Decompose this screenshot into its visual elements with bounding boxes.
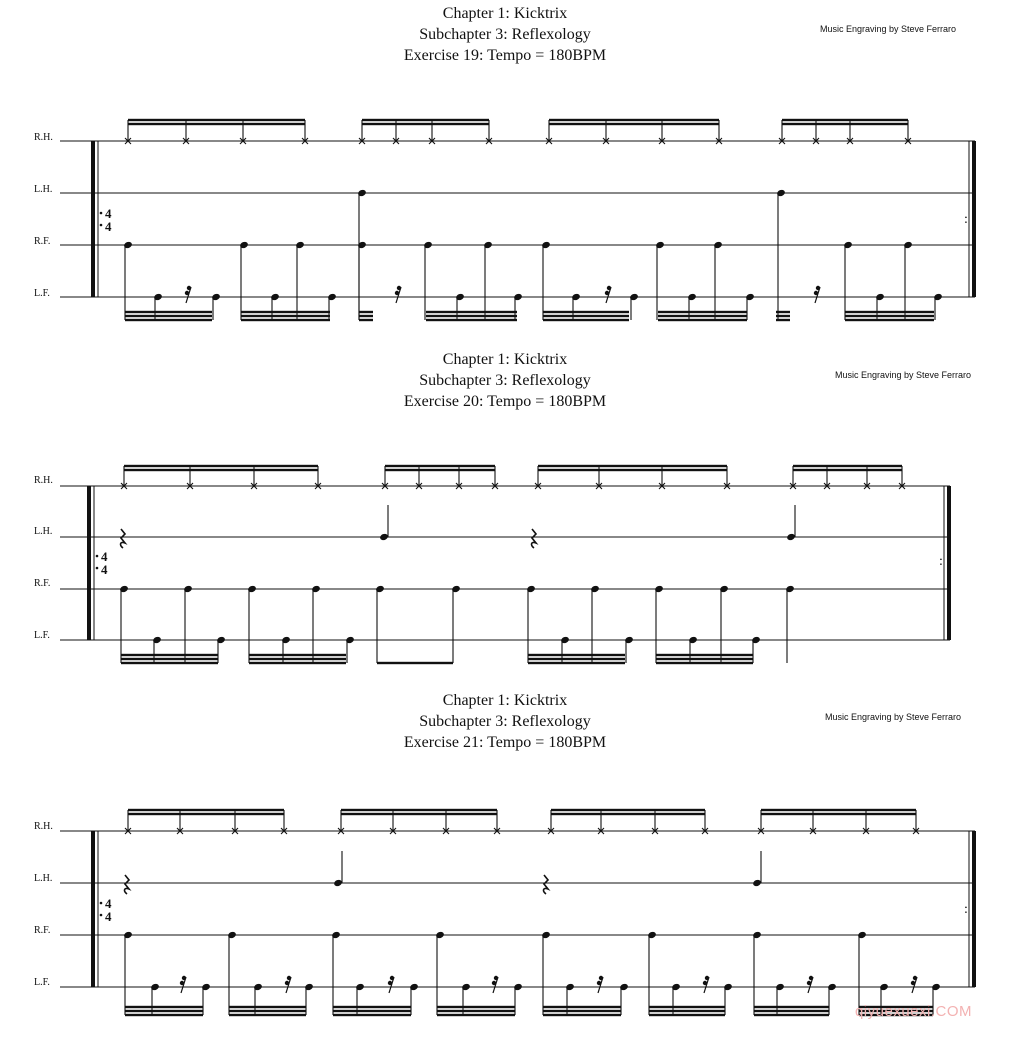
drum-notehead <box>333 879 343 887</box>
svg-text::: : <box>939 554 943 569</box>
sixteenth-rest <box>388 976 394 993</box>
watermark: qiyuexuexi.COM <box>854 1003 972 1020</box>
title-line-subchapter: Subchapter 3: Reflexology <box>419 372 591 389</box>
svg-text:4: 4 <box>105 909 112 924</box>
staff-label-left-foot: L.F. <box>34 977 50 988</box>
title-line-exercise: Exercise 21: Tempo = 180BPM <box>403 734 607 751</box>
drum-notehead <box>786 533 796 541</box>
sixteenth-rest <box>492 976 498 993</box>
sixteenth-rest <box>180 976 186 993</box>
staff-label-right-foot: R.F. <box>34 236 51 247</box>
svg-text::: : <box>964 902 968 917</box>
sixteenth-rest <box>911 976 917 993</box>
repeat-dots-end: : <box>964 212 968 227</box>
staff-lines <box>60 141 975 297</box>
drum-staff <box>0 455 1010 675</box>
quarter-rest <box>544 875 548 894</box>
title-line-subchapter: Subchapter 3: Reflexology <box>419 713 591 730</box>
drum-notehead <box>752 879 762 887</box>
sixteenth-rest <box>605 286 611 303</box>
staff-label-left-hand: L.H. <box>34 873 53 884</box>
staff-label-right-hand: R.H. <box>34 821 53 832</box>
staff-label-left-hand: L.H. <box>34 526 53 537</box>
staff-label-left-hand: L.H. <box>34 184 53 195</box>
start-repeat-barline <box>91 141 98 297</box>
sixteenth-rest <box>807 976 813 993</box>
staff-label-right-hand: R.H. <box>34 132 53 143</box>
staff-label-left-foot: L.F. <box>34 288 50 299</box>
drum-staff <box>0 110 1010 330</box>
end-repeat-barline <box>969 141 976 297</box>
quarter-rest <box>121 529 125 548</box>
time-signature <box>100 206 112 234</box>
sixteenth-rest <box>185 286 191 303</box>
svg-text:4: 4 <box>105 206 112 221</box>
exercise-21 <box>0 688 1010 1050</box>
svg-text:4: 4 <box>101 549 108 564</box>
staff-label-right-foot: R.F. <box>34 578 51 589</box>
exercise-20 <box>0 345 1010 685</box>
title-line-exercise: Exercise 20: Tempo = 180BPM <box>403 393 607 410</box>
title-line-subchapter: Subchapter 3: Reflexology <box>419 26 591 43</box>
sixteenth-rest <box>597 976 603 993</box>
sixteenth-rest <box>285 976 291 993</box>
sixteenth-rest <box>814 286 820 303</box>
title-line-chapter: Chapter 1: Kicktrix <box>442 692 568 709</box>
staff-label-right-foot: R.F. <box>34 925 51 936</box>
staff-label-left-foot: L.F. <box>34 630 50 641</box>
quarter-rest <box>532 529 536 548</box>
drum-staff <box>0 798 1010 1028</box>
quarter-rest <box>125 875 129 894</box>
svg-text:4: 4 <box>101 562 108 577</box>
title-line-chapter: Chapter 1: Kicktrix <box>442 351 568 368</box>
engraving-credit: Music Engraving by Steve Ferraro <box>825 712 962 722</box>
exercise-19 <box>0 0 1010 340</box>
title-line-chapter: Chapter 1: Kicktrix <box>442 5 568 22</box>
sixteenth-rest <box>703 976 709 993</box>
svg-text:4: 4 <box>105 219 112 234</box>
svg-text:4: 4 <box>105 896 112 911</box>
drum-notehead <box>379 533 389 541</box>
engraving-credit: Music Engraving by Steve Ferraro <box>820 24 957 34</box>
engraving-credit: Music Engraving by Steve Ferraro <box>835 370 972 380</box>
sixteenth-rest <box>395 286 401 303</box>
title-line-exercise: Exercise 19: Tempo = 180BPM <box>403 47 607 64</box>
staff-label-right-hand: R.H. <box>34 475 53 486</box>
